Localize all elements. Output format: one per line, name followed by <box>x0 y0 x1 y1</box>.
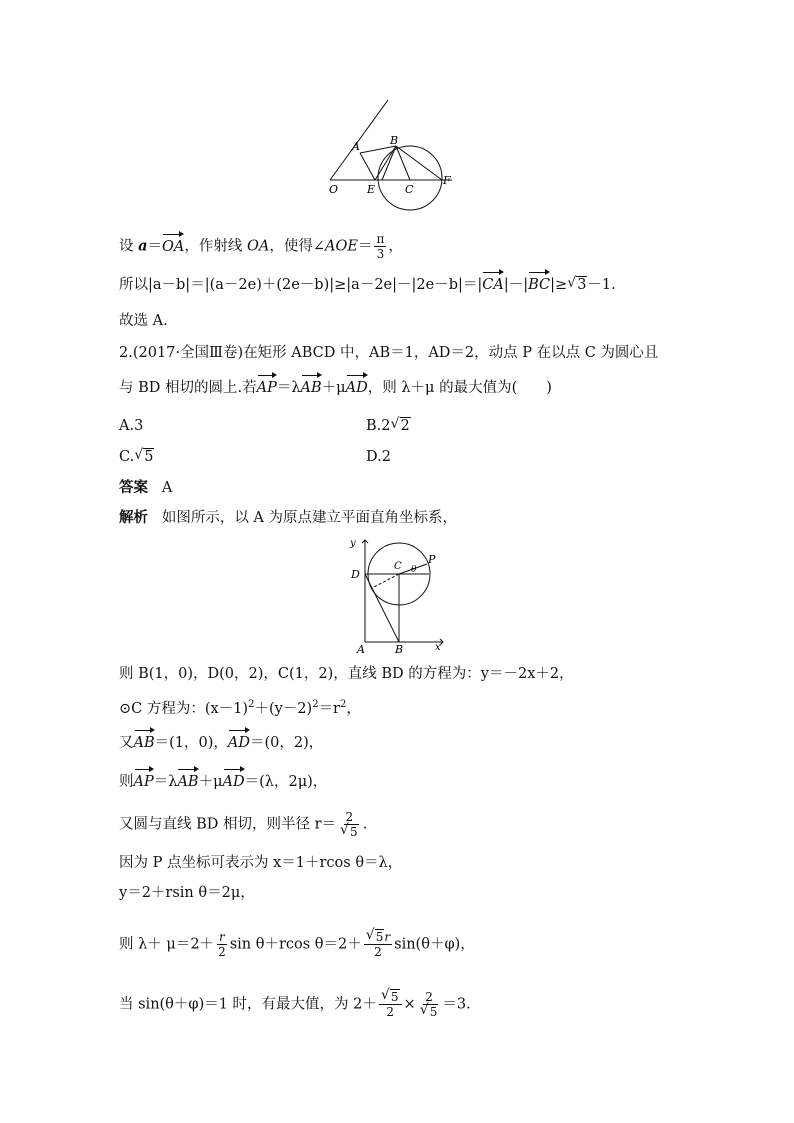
solution-line-9: 当 sin(θ＋φ)＝1 时，有最大值，为 2＋ √ $\frac{5}{2}$ × 2 √ 5 ＝3. <box>119 990 471 1019</box>
text-line-3: 故选 A. <box>119 313 168 329</box>
solution-line-3: 又AB＝(1，0)，AD＝(0，2)， <box>119 735 324 751</box>
label-A: A <box>352 140 360 153</box>
label-C: C <box>405 183 414 196</box>
question-2-line-1: 2.(2017·全国Ⅲ卷)在矩形 ABCD 中，AB＝1，AD＝2，动点 P 在以点 C 为圆心且 <box>119 345 659 361</box>
analysis-line: 解析 如图所示，以 A 为原点建立平面直角坐标系， <box>119 509 458 526</box>
text-line-2: 所以|a－b|＝|(a－2e)＋(2e－b)|≥|a－2e|－|2e－b|＝|CA|－|BC|≥√ 3－1. <box>119 275 616 295</box>
label-P: P <box>428 553 436 566</box>
label-A: A <box>357 643 365 656</box>
label-F: F <box>443 174 451 187</box>
question-2-line-2: 与 BD 相切的圆上.若AP＝λAB＋μAD，则 λ＋μ 的最大值为( ) <box>119 380 552 396</box>
label-theta: θ <box>411 565 417 575</box>
label-x: x <box>435 642 441 653</box>
solution-line-1: 则 B(1，0)，D(0，2)，C(1，2)，直线 BD 的方程为：y＝－2x＋2， <box>119 666 574 682</box>
answer-line: 答案 A <box>119 479 173 496</box>
solution-line-7: y＝2＋rsin θ＝2μ， <box>119 885 255 901</box>
label-D: D <box>351 568 360 581</box>
text-line-1: 设 a＝OA，作射线 OA，使得∠AOE＝ $\frac{\pi}{3}$ ， <box>119 232 403 261</box>
label-O: O <box>329 183 339 196</box>
figure-1 <box>330 100 470 215</box>
label-B: B <box>395 643 404 656</box>
option-C: C.√ 5 <box>119 447 154 467</box>
solution-line-6: 因为 P 点坐标可表示为 x＝1＋rcos θ＝λ， <box>119 855 403 871</box>
solution-line-2: ⊙C 方程为：$(x-1)^2+(y-2)^2=r^2$， <box>119 699 361 717</box>
solution-line-8: 则 λ＋ μ＝2＋ $\frac{r}{2}$ sin θ＋rcos θ＝2＋ √ $\frac{5r}{2}$ sin(θ＋φ)， <box>119 930 475 959</box>
option-D: D.2 <box>366 449 391 465</box>
option-B: B.2√ 2 <box>366 416 411 436</box>
label-B: B <box>390 134 399 147</box>
label-E: E <box>367 183 376 196</box>
label-y: y <box>350 538 356 549</box>
solution-line-4: 则AP＝λAB＋μAD＝(λ，2μ)， <box>119 774 328 790</box>
option-A: A.3 <box>119 418 144 434</box>
solution-line-5: 又圆与直线 BD 相切，则半径 r＝ 2 √ 5 . <box>119 810 367 839</box>
label-C: C <box>394 561 402 572</box>
figure-2 <box>345 534 450 654</box>
